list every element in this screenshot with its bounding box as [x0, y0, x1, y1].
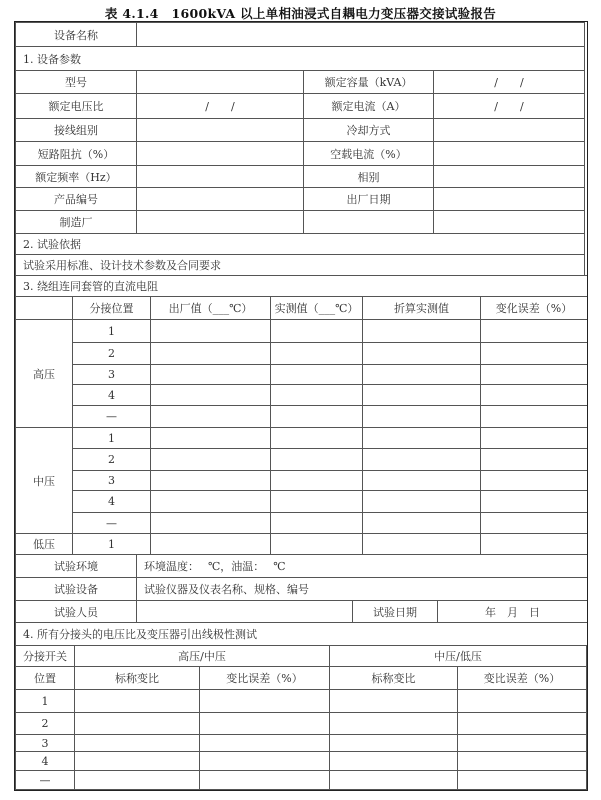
test-date-label: 试验日期 [352, 600, 438, 623]
measurement-field[interactable] [270, 470, 363, 491]
tap-position: 4 [15, 751, 75, 771]
device-name-label: 设备名称 [15, 22, 137, 47]
ratio-measurement-field[interactable] [457, 689, 587, 713]
test-equipment-field[interactable]: 试验仪器及仪表名称、规格、编号 [136, 577, 588, 601]
tap-position: 1 [72, 427, 151, 449]
measurement-field[interactable] [480, 512, 588, 534]
dc-resistance-header: 实测值（___℃） [270, 296, 363, 320]
ratio-measurement-field[interactable] [199, 770, 330, 790]
test-env-field[interactable]: 环境温度： ℃，油温： ℃ [136, 554, 588, 578]
param-label: 出厂日期 [303, 187, 434, 211]
measurement-field[interactable] [480, 448, 588, 471]
measurement-field[interactable] [270, 490, 363, 513]
device-name-field[interactable] [136, 22, 585, 47]
measurement-field[interactable] [480, 319, 588, 343]
measurement-field[interactable] [150, 512, 271, 534]
param-label: 额定电流（A） [303, 93, 434, 119]
tap-switch-header: 分接开关 [15, 645, 75, 667]
ratio-measurement-field[interactable] [199, 689, 330, 713]
measurement-field[interactable] [480, 342, 588, 365]
tap-position: 2 [15, 712, 75, 735]
param-value-field[interactable] [136, 141, 304, 166]
measurement-field[interactable] [150, 470, 271, 491]
param-label: 产品编号 [15, 187, 137, 211]
tap-position: 3 [72, 364, 151, 385]
measurement-field[interactable] [270, 512, 363, 534]
tap-position: — [15, 770, 75, 790]
winding-group-label: 中压 [15, 427, 73, 534]
measurement-field[interactable] [150, 364, 271, 385]
measurement-field[interactable] [480, 364, 588, 385]
param-value-field[interactable] [136, 118, 304, 142]
ratio-measurement-field[interactable] [329, 770, 458, 790]
tap-position: — [72, 405, 151, 428]
param-label: 型号 [15, 70, 137, 94]
measurement-field[interactable] [362, 533, 481, 555]
param-label: 空载电流（%） [303, 141, 434, 166]
param-value-field[interactable] [136, 210, 304, 234]
measurement-field[interactable] [480, 405, 588, 428]
measurement-field[interactable] [150, 490, 271, 513]
dc-resistance-header: 分接位置 [72, 296, 151, 320]
ratio-subheader: 标称变比 [74, 666, 200, 690]
position-header: 位置 [15, 666, 75, 690]
measurement-field[interactable] [150, 448, 271, 471]
test-staff-field[interactable] [136, 600, 353, 623]
ratio-measurement-field[interactable] [199, 751, 330, 771]
winding-group-label: 高压 [15, 319, 73, 428]
ratio-measurement-field[interactable] [329, 712, 458, 735]
measurement-field[interactable] [150, 427, 271, 449]
param-value-field[interactable]: / / [433, 93, 585, 119]
param-value-field[interactable] [433, 118, 585, 142]
measurement-field[interactable] [270, 364, 363, 385]
ratio-measurement-field[interactable] [457, 770, 587, 790]
param-value-field[interactable]: / / [433, 70, 585, 94]
param-label: 相别 [303, 165, 434, 188]
measurement-field[interactable] [362, 448, 481, 471]
param-value-field[interactable] [136, 165, 304, 188]
measurement-field[interactable] [362, 342, 481, 365]
param-value-field[interactable] [433, 187, 585, 211]
param-value-field[interactable] [433, 210, 585, 234]
ratio-measurement-field[interactable] [74, 751, 200, 771]
tap-position: 3 [72, 470, 151, 491]
measurement-field[interactable] [150, 405, 271, 428]
tap-position: 2 [72, 342, 151, 365]
tap-position: 4 [72, 490, 151, 513]
ratio-measurement-field[interactable] [199, 734, 330, 752]
param-value-field[interactable] [433, 141, 585, 166]
measurement-field[interactable] [270, 448, 363, 471]
ratio-measurement-field[interactable] [457, 751, 587, 771]
measurement-field[interactable] [270, 405, 363, 428]
section2-heading: 2. 试验依据 [15, 233, 585, 255]
section1-heading: 1. 设备参数 [15, 46, 585, 71]
param-label [303, 210, 434, 234]
measurement-field[interactable] [362, 512, 481, 534]
ratio-measurement-field[interactable] [329, 689, 458, 713]
param-value-field[interactable]: / / [136, 93, 304, 119]
ratio-measurement-field[interactable] [74, 712, 200, 735]
measurement-field[interactable] [270, 319, 363, 343]
measurement-field[interactable] [480, 490, 588, 513]
param-label: 额定频率（Hz） [15, 165, 137, 188]
param-value-field[interactable] [433, 165, 585, 188]
mv-lv-group-header: 中压/低压 [329, 645, 587, 667]
dc-resistance-header [15, 296, 73, 320]
section3-heading: 3. 绕组连同套管的直流电阻 [15, 275, 588, 297]
test-basis-field[interactable]: 试验采用标准、设计技术参数及合同要求 [15, 254, 585, 276]
ratio-measurement-field[interactable] [74, 689, 200, 713]
measurement-field[interactable] [270, 427, 363, 449]
param-value-field[interactable] [136, 187, 304, 211]
measurement-field[interactable] [270, 533, 363, 555]
section4-heading: 4. 所有分接头的电压比及变压器引出线极性测试 [15, 622, 588, 646]
param-value-field[interactable] [136, 70, 304, 94]
measurement-field[interactable] [480, 533, 588, 555]
ratio-measurement-field[interactable] [74, 770, 200, 790]
measurement-field[interactable] [362, 470, 481, 491]
param-label: 制造厂 [15, 210, 137, 234]
measurement-field[interactable] [362, 490, 481, 513]
measurement-field[interactable] [150, 384, 271, 406]
document-title: 表 4.1.4 1600kVA 以上单相油浸式自耦电力变压器交接试验报告 [104, 6, 497, 21]
test-staff-label: 试验人员 [15, 600, 137, 623]
ratio-measurement-field[interactable] [457, 734, 587, 752]
param-label: 额定电压比 [15, 93, 137, 119]
ratio-subheader: 变比误差（%） [457, 666, 587, 690]
dc-resistance-header: 折算实测值 [362, 296, 481, 320]
measurement-field[interactable] [480, 384, 588, 406]
ratio-measurement-field[interactable] [329, 751, 458, 771]
ratio-measurement-field[interactable] [329, 734, 458, 752]
test-date-field[interactable]: 年 月 日 [437, 600, 588, 623]
hv-mv-group-header: 高压/中压 [74, 645, 330, 667]
ratio-measurement-field[interactable] [74, 734, 200, 752]
ratio-measurement-field[interactable] [199, 712, 330, 735]
winding-group-label: 低压 [15, 533, 73, 555]
measurement-field[interactable] [480, 427, 588, 449]
measurement-field[interactable] [150, 319, 271, 343]
measurement-field[interactable] [362, 427, 481, 449]
measurement-field[interactable] [362, 384, 481, 406]
tap-position: 1 [15, 689, 75, 713]
param-label: 短路阻抗（%） [15, 141, 137, 166]
tap-position: — [72, 512, 151, 534]
tap-position: 1 [72, 533, 151, 555]
param-label: 额定容量（kVA） [303, 70, 434, 94]
ratio-subheader: 标称变比 [329, 666, 458, 690]
ratio-subheader: 变比误差（%） [199, 666, 330, 690]
param-label: 冷却方式 [303, 118, 434, 142]
tap-position: 2 [72, 448, 151, 471]
measurement-field[interactable] [362, 405, 481, 428]
param-label: 接线组别 [15, 118, 137, 142]
dc-resistance-header: 变化误差（%） [480, 296, 588, 320]
measurement-field[interactable] [362, 364, 481, 385]
tap-position: 1 [72, 319, 151, 343]
measurement-field[interactable] [270, 384, 363, 406]
measurement-field[interactable] [270, 342, 363, 365]
measurement-field[interactable] [362, 319, 481, 343]
dc-resistance-header: 出厂值（___℃） [150, 296, 271, 320]
tap-position: 4 [72, 384, 151, 406]
measurement-field[interactable] [150, 533, 271, 555]
tap-position: 3 [15, 734, 75, 752]
test-env-label: 试验环境 [15, 554, 137, 578]
test-equipment-label: 试验设备 [15, 577, 137, 601]
measurement-field[interactable] [150, 342, 271, 365]
ratio-measurement-field[interactable] [457, 712, 587, 735]
measurement-field[interactable] [480, 470, 588, 491]
